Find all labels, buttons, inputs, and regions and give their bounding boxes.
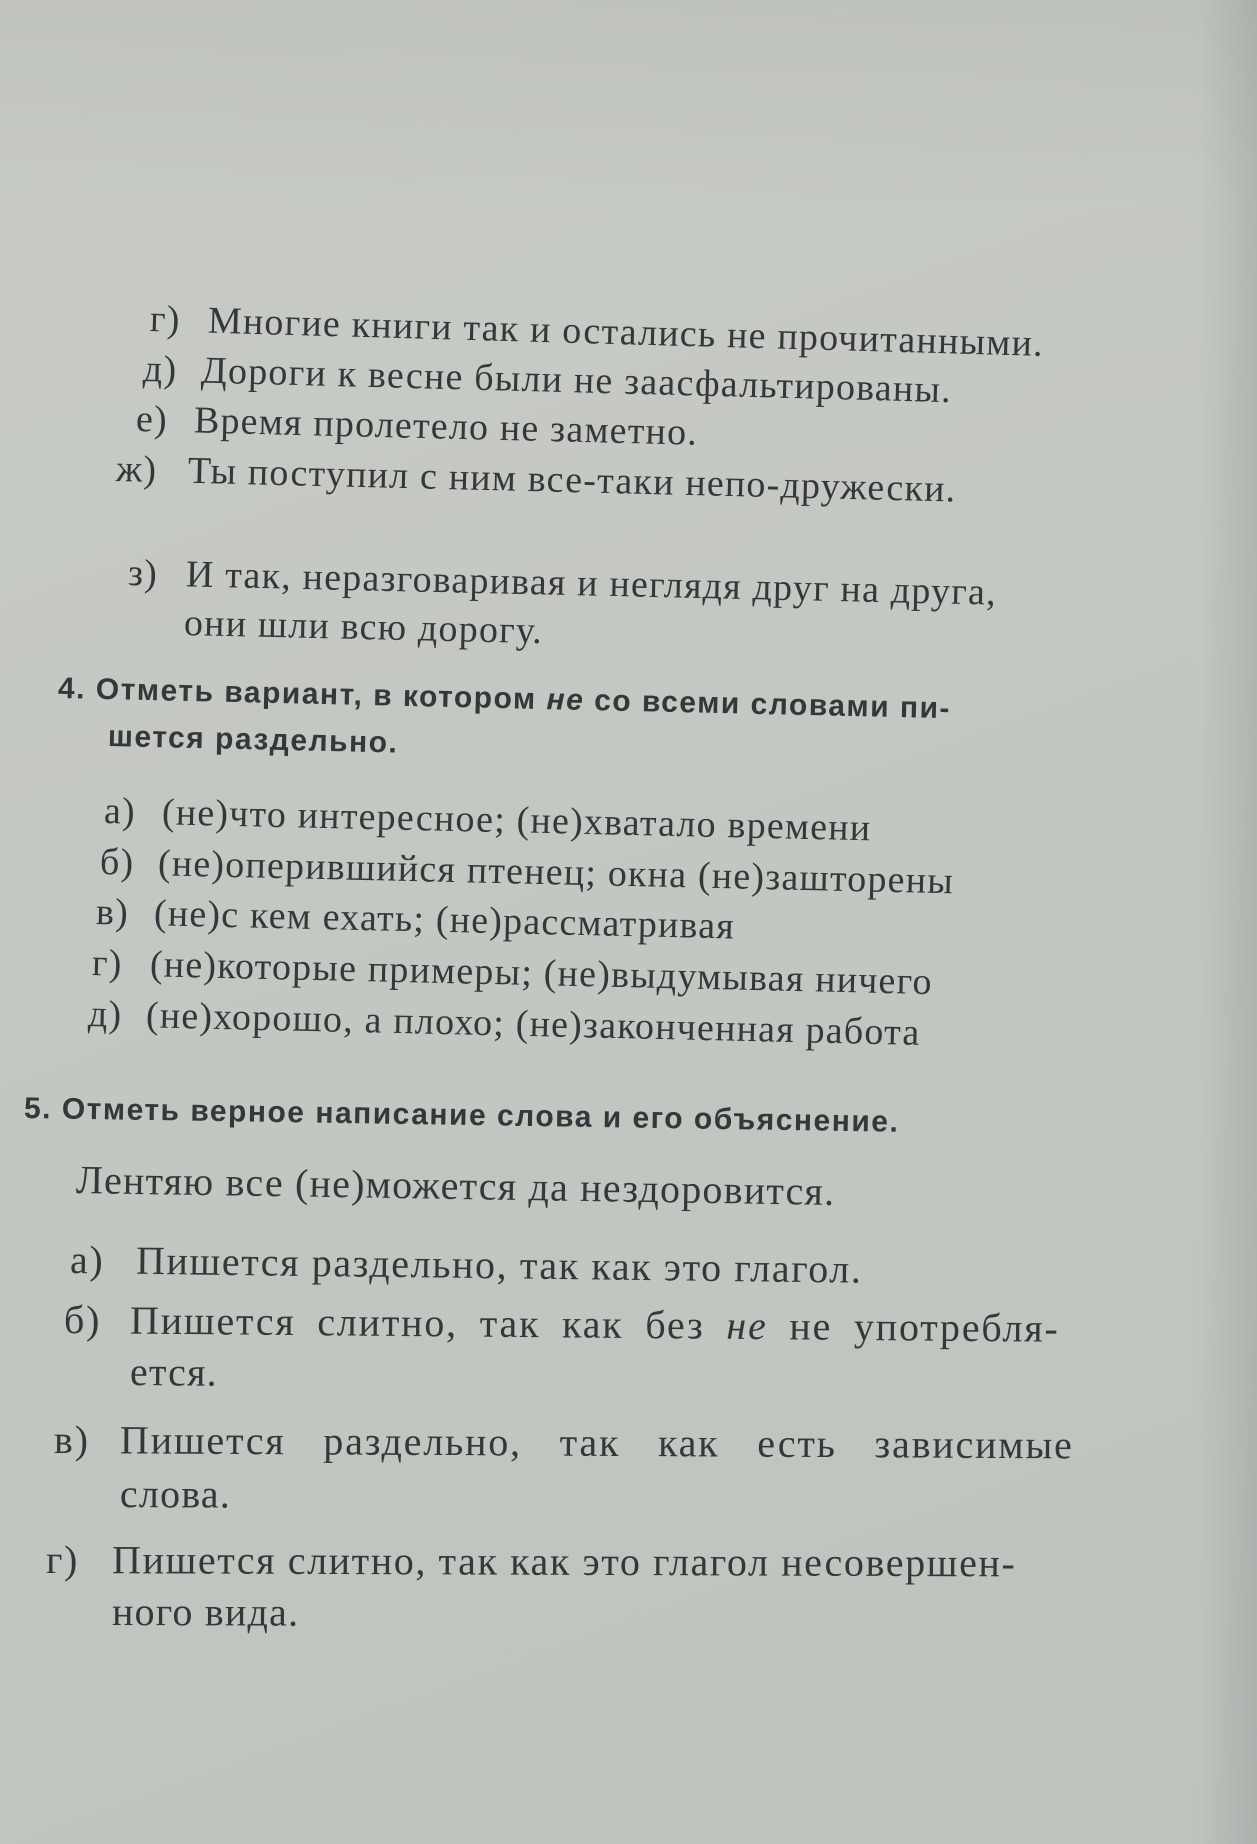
q3-item-d-label: д) bbox=[142, 348, 178, 391]
q5-option-g-label: г) bbox=[45, 1537, 80, 1583]
page-right-shadow bbox=[1197, 0, 1257, 1844]
q4-option-d bbox=[88, 995, 921, 1052]
q5-sentence-text: Лентяю все (не)можется да нездоровится. bbox=[75, 1157, 836, 1214]
q5-option-b-continuation bbox=[129, 1349, 219, 1395]
q5-option-b-text-after: не употребля- bbox=[789, 1303, 1060, 1351]
q4-option-a-text: (не)что интересное; (не)хватало времени bbox=[161, 791, 872, 850]
q5-option-v-continuation bbox=[119, 1471, 232, 1517]
q5-option-g-text-cont: ного вида. bbox=[111, 1589, 300, 1635]
q5-option-v bbox=[53, 1417, 1074, 1468]
q4-heading bbox=[58, 674, 952, 724]
q4-option-a-label: а) bbox=[103, 790, 137, 833]
q3-item-e bbox=[136, 400, 699, 452]
page-top-shadow bbox=[0, 0, 1257, 210]
q4-heading-line2 bbox=[108, 722, 399, 759]
q4-option-g-text: (не)которые примеры; (не)выдумывая ничего bbox=[149, 943, 934, 1004]
q4-option-b-label: б) bbox=[99, 841, 135, 884]
q4-prompt-part2: со всеми словами пи- bbox=[593, 684, 952, 726]
q5-option-v-text: Пишется раздельно, так как есть зависимые bbox=[119, 1417, 1074, 1468]
q5-option-v-label: в) bbox=[53, 1417, 90, 1463]
q5-option-g bbox=[45, 1537, 1017, 1586]
q4-option-v bbox=[95, 891, 736, 948]
q3-item-z-text: И так, неразговаривая и неглядя друг на друга, bbox=[185, 553, 998, 614]
q3-item-d-text: Дороги к весне были не заасфальтированы. bbox=[200, 349, 953, 412]
q3-item-g-text: Многие книги так и остались не прочитанными. bbox=[207, 299, 1045, 365]
q3-item-z-label: з) bbox=[127, 552, 159, 595]
q5-option-b-label: б) bbox=[63, 1297, 102, 1343]
q3-item-z-text-cont: они шли всю дорогу. bbox=[183, 602, 544, 653]
q4-option-v-label: в) bbox=[95, 891, 130, 934]
q3-item-zh-text: Ты поступил с ним все-таки непо-дружески. bbox=[187, 449, 957, 511]
q4-option-a bbox=[103, 790, 872, 850]
q4-option-b-text: (не)оперившийся птенец; окна (не)зашторены bbox=[157, 842, 955, 903]
q5-option-b-text-cont: ется. bbox=[129, 1349, 219, 1395]
q3-item-e-text: Время пролетело не заметно. bbox=[193, 399, 699, 454]
q5-option-b-text-before: Пишется слитно, так как без bbox=[129, 1297, 705, 1348]
q5-option-a-label: а) bbox=[69, 1237, 105, 1283]
q4-prompt-part1: Отметь вариант, в котором bbox=[95, 672, 538, 716]
q4-prompt-ne: не bbox=[546, 683, 585, 717]
q3-item-zh bbox=[116, 450, 957, 509]
q5-option-a-text: Пишется раздельно, так как это глагол. bbox=[135, 1237, 863, 1292]
q4-option-d-label: д) bbox=[87, 993, 123, 1036]
q3-item-zh-label: ж) bbox=[115, 448, 158, 492]
q4-prompt-line2: шется раздельно. bbox=[107, 720, 399, 760]
q5-number: 5. bbox=[23, 1092, 53, 1126]
q3-item-z-continuation bbox=[183, 602, 544, 653]
q3-item-e-label: е) bbox=[135, 398, 169, 441]
q4-option-v-text: (не)с кем ехать; (не)рассматривая bbox=[153, 892, 736, 948]
q3-item-g-label: г) bbox=[149, 298, 182, 341]
q5-prompt: Отметь верное написание слова и его объяснение. bbox=[61, 1092, 900, 1139]
q5-option-b bbox=[63, 1297, 1060, 1351]
q5-option-g-text: Пишется слитно, так как это глагол несовершен- bbox=[111, 1537, 1017, 1586]
q5-sentence bbox=[75, 1157, 836, 1214]
q5-heading bbox=[24, 1094, 900, 1138]
q5-option-a bbox=[69, 1237, 863, 1292]
q5-option-b-ne: не bbox=[726, 1302, 768, 1349]
q4-option-d-text: (не)хорошо, а плохо; (не)законченная работа bbox=[145, 994, 921, 1054]
q4-option-b bbox=[99, 841, 955, 903]
q5-option-v-text-cont: слова. bbox=[119, 1471, 232, 1517]
q5-option-g-continuation bbox=[111, 1589, 300, 1635]
q4-option-g-label: г) bbox=[91, 942, 124, 985]
q4-number: 4. bbox=[57, 672, 87, 706]
q4-option-g bbox=[91, 942, 934, 1004]
